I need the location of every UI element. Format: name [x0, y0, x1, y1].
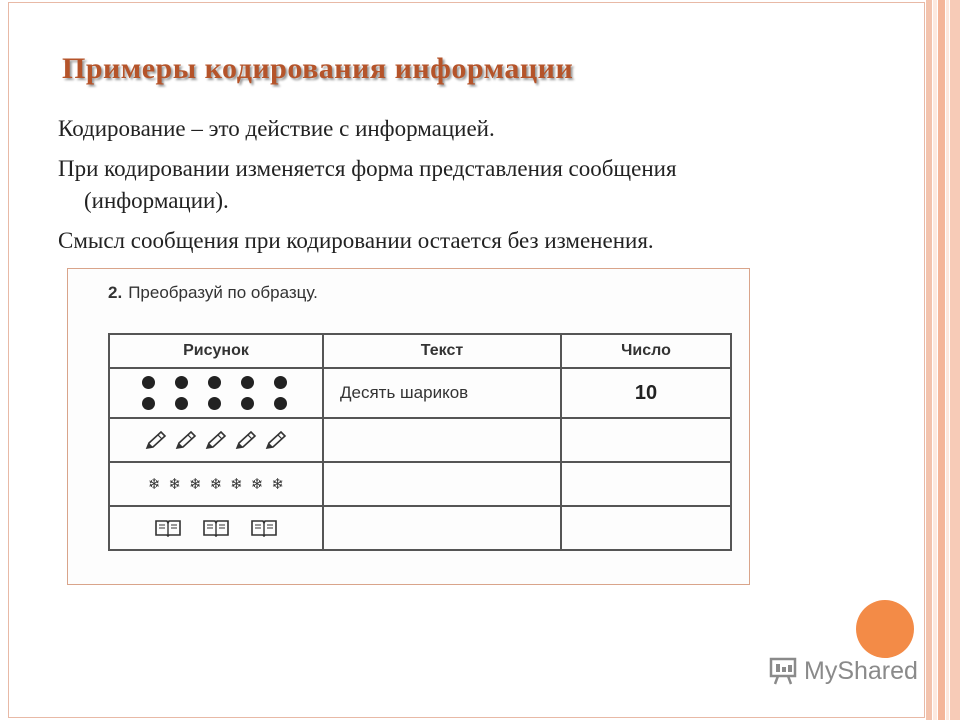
picture-cell-pencils — [109, 418, 323, 462]
task-heading — [108, 283, 318, 303]
slide-title: Примеры кодирования информации — [62, 52, 574, 85]
myshared-logo[interactable] — [768, 656, 918, 686]
picture-cell-books — [109, 506, 323, 550]
paragraph-definition: Кодирование – это действие с информацией. — [58, 116, 495, 141]
pencils-icon — [110, 430, 322, 450]
header-text: Текст — [323, 334, 561, 368]
logo-text: MyShared — [804, 656, 918, 685]
table-header-row — [109, 334, 731, 368]
picture-cell-dots — [109, 368, 323, 418]
text-cell — [323, 462, 561, 506]
presentation-board-icon — [768, 656, 798, 686]
number-cell — [561, 506, 731, 550]
header-number: Число — [561, 334, 731, 368]
header-picture: Рисунок — [109, 334, 323, 368]
decorative-circle — [856, 600, 914, 658]
task-number: 2. — [108, 283, 123, 302]
table-row — [109, 368, 731, 418]
snowflakes-icon: ❄ ❄ ❄ ❄ ❄ ❄ ❄ — [147, 475, 285, 493]
number-cell — [561, 418, 731, 462]
coding-table — [108, 333, 732, 551]
table-row — [109, 506, 731, 550]
decorative-stripes — [926, 0, 960, 720]
task-text: Преобразуй по образцу. — [128, 283, 318, 302]
text-cell — [323, 506, 561, 550]
books-icon — [110, 519, 322, 537]
dots-icon — [110, 376, 322, 410]
text-cell: Десять шариков — [323, 368, 561, 418]
text-cell — [323, 418, 561, 462]
paragraph-form-change: При кодировании изменяется форма представления сообщения — [58, 156, 677, 181]
number-cell: 10 — [561, 368, 731, 418]
table-row — [109, 462, 731, 506]
picture-cell-snowflakes — [109, 462, 323, 506]
number-cell — [561, 462, 731, 506]
paragraph-meaning: Смысл сообщения при кодировании остается без изменения. — [58, 228, 654, 253]
worksheet-image — [67, 268, 750, 585]
table-row — [109, 418, 731, 462]
paragraph-form-change-cont: (информации). — [84, 188, 229, 213]
